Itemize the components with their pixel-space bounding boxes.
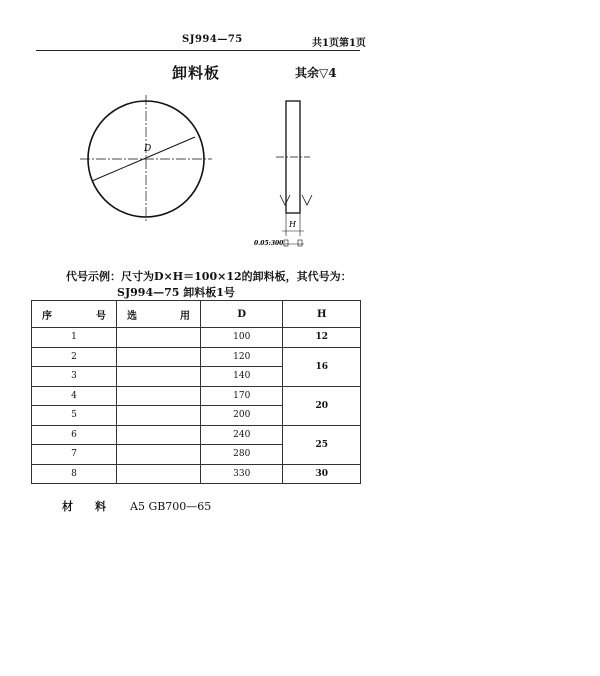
page-info: 共1页第1页	[312, 38, 366, 49]
cell-seq: 7	[32, 445, 117, 465]
header-seq-b: 号	[95, 310, 106, 322]
cell-d: 280	[200, 445, 283, 465]
cell-d: 140	[200, 367, 283, 387]
cell-d: 170	[200, 386, 283, 406]
specification-table	[31, 300, 361, 484]
designation-example-code: SJ994—75 卸料板1号	[117, 286, 235, 299]
table-row	[32, 464, 361, 484]
table-row	[32, 328, 361, 348]
cell-select	[116, 425, 200, 445]
header-select	[116, 301, 200, 328]
cell-seq: 5	[32, 406, 117, 426]
cell-seq: 1	[32, 328, 117, 348]
designation-example: 代号示例：尺寸为D×H＝100×12的卸料板，其代号为：	[66, 270, 352, 283]
cell-h: 30	[283, 464, 361, 484]
header-seq	[32, 301, 117, 328]
cell-d: 120	[200, 347, 283, 367]
cell-d: 100	[200, 328, 283, 348]
cell-select	[116, 347, 200, 367]
standard-code: SJ994—75	[182, 34, 243, 45]
cell-seq: 3	[32, 367, 117, 387]
surface-finish-note: 其余▽4	[295, 66, 337, 80]
header-h: H	[283, 301, 361, 328]
header-seq-a: 序	[42, 310, 52, 322]
header-d: D	[200, 301, 283, 328]
cell-h: 16	[283, 347, 361, 386]
cell-d: 240	[200, 425, 283, 445]
cell-select	[116, 406, 200, 426]
header-select-b: 用	[179, 310, 190, 322]
thickness-label: H	[289, 220, 296, 229]
cell-d: 330	[200, 464, 283, 484]
cell-select	[116, 386, 200, 406]
material-line	[62, 498, 211, 514]
tolerance-note: 0.05:300	[254, 240, 284, 247]
cell-seq: 6	[32, 425, 117, 445]
cell-select	[116, 445, 200, 465]
cell-select	[116, 328, 200, 348]
cell-h: 25	[283, 425, 361, 464]
table-row	[32, 386, 361, 406]
cell-select	[116, 367, 200, 387]
cell-d: 200	[200, 406, 283, 426]
header-select-a: 选	[126, 310, 137, 322]
cell-seq: 8	[32, 464, 117, 484]
table-row	[32, 425, 361, 445]
cell-h: 12	[283, 328, 361, 348]
cell-h: 20	[283, 386, 361, 425]
table-row	[32, 347, 361, 367]
cell-seq: 4	[32, 386, 117, 406]
cell-select	[116, 464, 200, 484]
diameter-label: D	[144, 144, 152, 154]
page-title: 卸料板	[172, 64, 221, 82]
table-header-row	[32, 301, 361, 328]
cell-seq: 2	[32, 347, 117, 367]
material-label: 材料	[62, 500, 128, 513]
material-value: A5 GB700—65	[130, 500, 212, 513]
plate-top-view	[80, 95, 212, 223]
